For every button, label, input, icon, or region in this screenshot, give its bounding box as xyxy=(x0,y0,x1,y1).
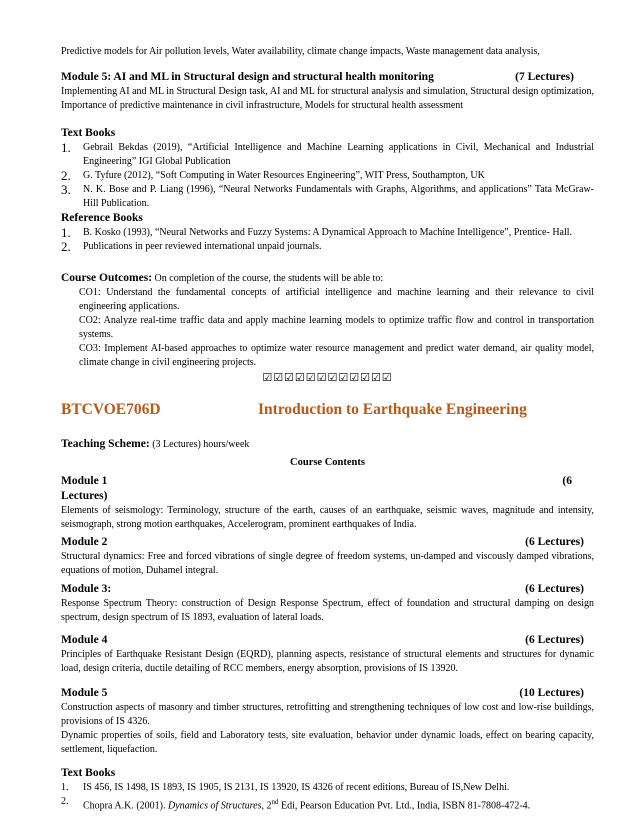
module-1-lectures: (6 xyxy=(562,475,572,487)
course-outcome-3: CO3: Implement AI-based approaches to optimize water resource management and predict water demand, air quality model, climate change in civil engineering projects. xyxy=(79,343,594,368)
module-4-title: Module 4 xyxy=(61,634,108,646)
module-3-body: Response Spectrum Theory: construction of Design Response Spectrum, effect of foundation and structural damping on design spectrum, design spectrum of IS 1893, evaluation of lateral loads. xyxy=(61,598,594,623)
reference-books-heading: Reference Books xyxy=(61,212,143,224)
module-4-section xyxy=(61,633,594,676)
teaching-scheme-label: Teaching Scheme: xyxy=(61,438,150,450)
top-line: Predictive models for Air pollution levels, Water availability, climate change impacts, Waste management data analysis, xyxy=(61,46,540,57)
text-books-list-1 xyxy=(61,141,594,211)
module-3-section xyxy=(61,582,594,625)
module-5-section xyxy=(61,686,594,757)
module-5-body: Construction aspects of masonry and timber structures, retrofitting and strengthening techniques of low cost and low-rise buildings, provisions of IS 4326. xyxy=(61,702,594,727)
course-outcome-2: CO2: Analyze real-time traffic data and apply machine learning models to optimize traffic flow and control in transportation systems. xyxy=(79,315,594,340)
module-3-lectures: (6 Lectures) xyxy=(525,583,584,595)
module-2-section xyxy=(61,535,594,578)
module-4-heading xyxy=(61,633,594,648)
list-item: 2. G. Tyfure (2012), “Soft Computing in Water Resources Engineering”, WIT Press, Southampton, UK xyxy=(61,168,485,183)
course-code: BTCVOE706D xyxy=(61,401,161,418)
text-books-section-1 xyxy=(61,126,594,211)
module5-ai-section xyxy=(61,70,594,113)
list-item: 3. N. K. Bose and P. Liang (1996), “Neural Networks Fundamentals with Graphs, Algorithms, and applications” Tata McGraw-Hill Publication. xyxy=(61,182,594,209)
text-books-section-2 xyxy=(61,766,594,813)
module-3-heading xyxy=(61,582,594,597)
course-contents-heading: Course Contents xyxy=(290,457,365,468)
module-1-section xyxy=(61,474,594,532)
text-books-heading-1: Text Books xyxy=(61,127,116,139)
course-outcomes-intro: On completion of the course, the students will be able to: xyxy=(154,273,384,284)
module-1-title: Module 1 xyxy=(61,475,108,487)
module-5-body-2: Dynamic properties of soils, field and Laboratory tests, site evaluation, behavior under dynamic loads, effect on bearing capacity, settlement, liquefaction. xyxy=(61,730,594,755)
course-outcome-1: CO1: Understand the fundamental concepts of artificial intelligence and machine learning and their relevance to civil engineering applications. xyxy=(79,287,594,312)
list-item: 1. Gebrail Bekdas (2019), “Artificial Intelligence and Machine Learning applications in Civil, Mechanical and Industrial Engineering” IGI Global Publication xyxy=(61,140,594,167)
text-books-heading-2: Text Books xyxy=(61,767,116,779)
text-books-list-2 xyxy=(61,781,594,813)
module5-ai-title: Module 5: AI and ML in Structural design and structural health monitoring xyxy=(61,71,434,83)
course-title: Introduction to Earthquake Engineering xyxy=(258,401,527,418)
list-item: 1. B. Kosko (1993), “Neural Networks and Fuzzy Systems: A Dynamical Approach to Machine Intelligence”, Prentice- Hall. xyxy=(61,225,573,240)
checkbox-divider-icon: ☑☑☑☑☑☑☑☑☑☑☑☑ xyxy=(262,371,393,384)
course-outcomes-label: Course Outcomes: xyxy=(61,272,153,284)
module-5-title: Module 5 xyxy=(61,687,108,699)
teaching-scheme xyxy=(61,437,249,452)
module5-ai-body: Implementing AI and ML in Structural Design task, AI and ML for structural analysis and simulation, Structural design optimization, Importance of predictive maintenance in civil infrastructure, Models for structural health assessment xyxy=(61,86,594,111)
list-item: 2. Chopra A.K. (2001). Dynamics of Structures, 2nd Edi, Pearson Education Pvt. Ltd., India, ISBN 81-7808-472-4. xyxy=(61,796,531,812)
teaching-scheme-value: (3 Lectures) hours/week xyxy=(152,439,250,450)
list-item: 1. IS 456, IS 1498, IS 1893, IS 1905, IS 2131, IS 13920, IS 4326 of recent editions, Bureau of IS,New Delhi. xyxy=(61,782,510,793)
module-4-lectures: (6 Lectures) xyxy=(525,634,584,646)
module-2-heading xyxy=(61,535,594,550)
module-1-body: Elements of seismology: Terminology, structure of the earth, causes of an earthquake, seismic waves, magnitude and intensity, seismograph, strong motion earthquakes, Accelerogram, prominent earthquakes of India. xyxy=(61,505,594,530)
course-outcomes-intro-line xyxy=(61,271,594,286)
module-2-title: Module 2 xyxy=(61,536,108,548)
module-2-lectures: (6 Lectures) xyxy=(525,536,584,548)
module-5-lectures: (10 Lectures) xyxy=(519,687,584,699)
module-4-body: Principles of Earthquake Resistant Design (EQRD), planning aspects, resistance of structural elements and structures for dynamic load, design criteria, ductile detailing of RCC members, energy absorption, provisions of IS 13920. xyxy=(61,649,594,674)
module-5-heading xyxy=(61,686,594,701)
module-2-body: Structural dynamics: Free and forced vibrations of single degree of freedom systems, un-damped and viscously damped vibrations, equations of motion, Duhamel integral. xyxy=(61,551,594,576)
list-item: 2. Publications in peer reviewed international unpaid journals. xyxy=(61,239,322,254)
module5-ai-lectures: (7 Lectures) xyxy=(515,71,574,83)
module-1-lectures-cont: Lectures) xyxy=(61,490,108,502)
module-1-heading xyxy=(61,474,594,489)
course-outcomes-section xyxy=(61,271,594,384)
reference-books-list xyxy=(61,226,594,254)
module-3-title: Module 3: xyxy=(61,583,112,595)
reference-books-section xyxy=(61,211,594,254)
module5-ai-heading xyxy=(61,70,594,85)
